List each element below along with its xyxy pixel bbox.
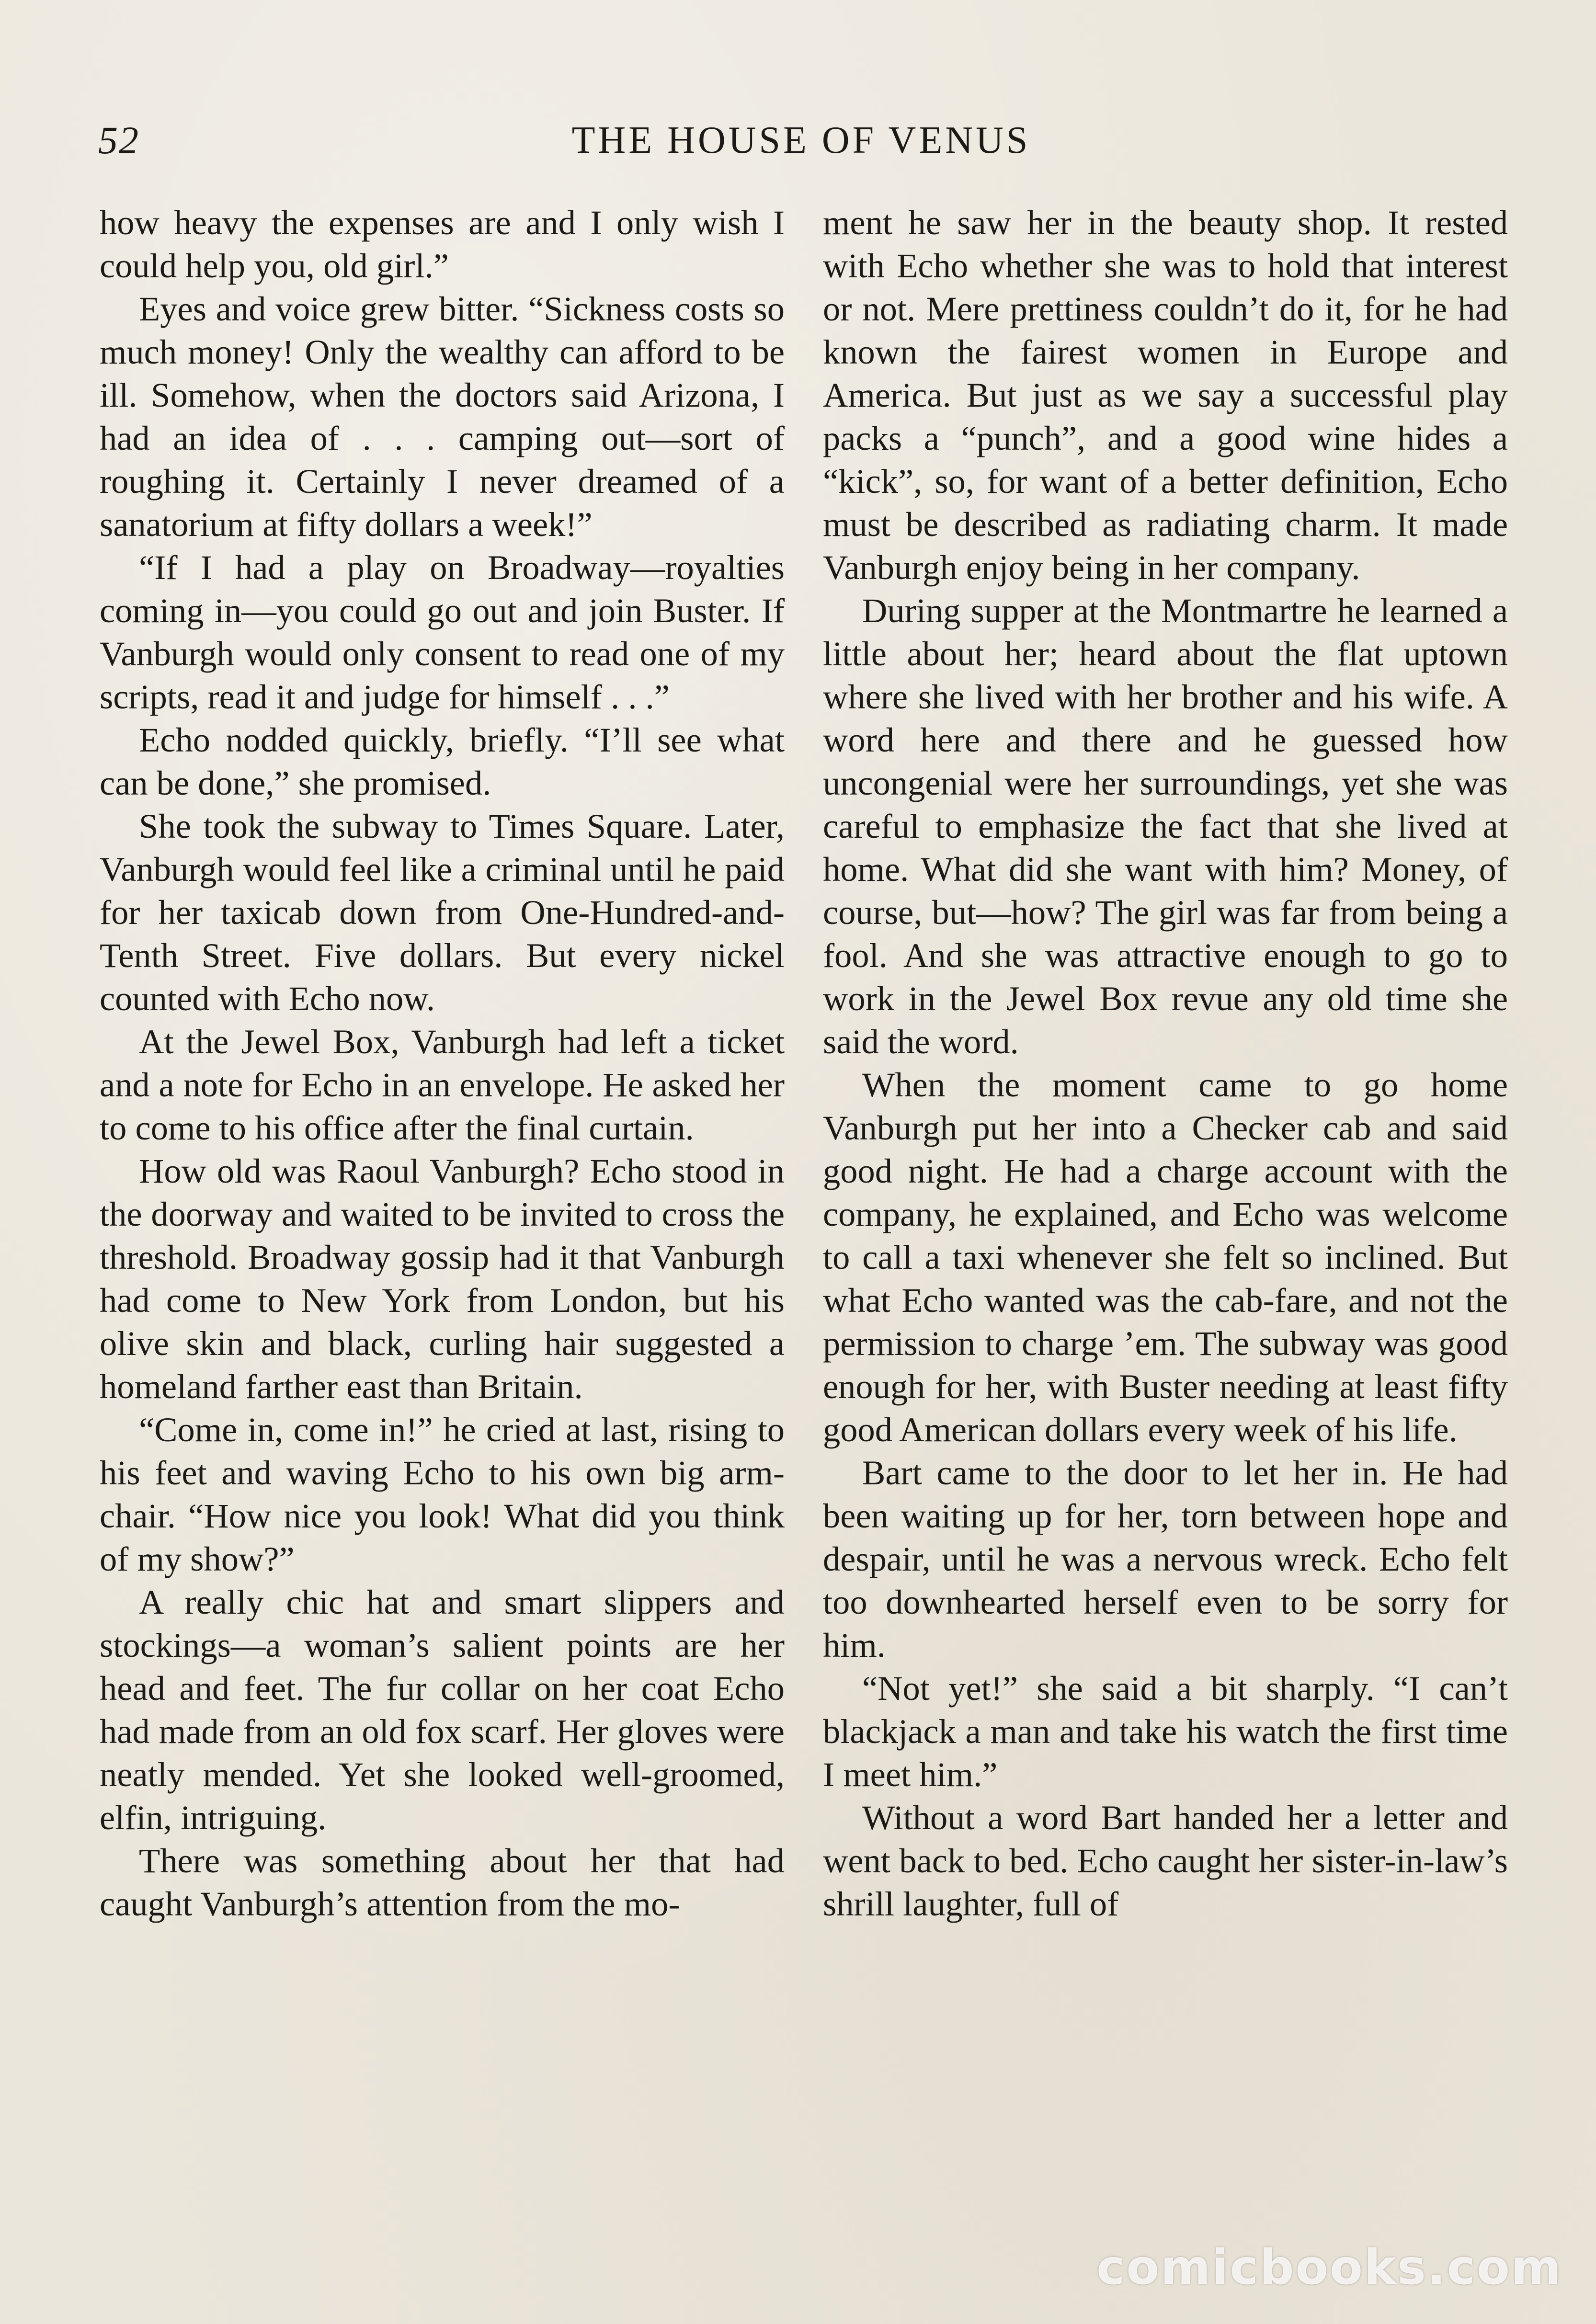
paragraph: “If I had a play on Broadway—royalties coming in—you could go out and join Buster. If Vanburgh would only consent to read one of my scripts, read it and judge for himself . . .” bbox=[100, 548, 785, 716]
paragraph: How old was Raoul Vanburgh? Echo stood in the doorway and waited to be invited to cross the threshold. Broadway gossip had it that Vanburgh had come to New York from London, but his olive skin and black, curling hair suggested a homeland farther east than Britain. bbox=[100, 1151, 785, 1406]
paragraph: “Not yet!” she said a bit sharply. “I can’t blackjack a man and take his watch the first time I meet him.” bbox=[823, 1669, 1508, 1794]
page-header bbox=[98, 114, 1504, 167]
paragraph: “Come in, come in!” he cried at last, rising to his feet and waving Echo to his own big arm-chair. “How nice you look! What did you think of my show?” bbox=[100, 1410, 785, 1578]
paragraph: A really chic hat and smart slippers and stockings—a woman’s salient points are her head and feet. The fur collar on her coat Echo had made from an old fox scarf. Her gloves were neatly mended. Yet she looked well-groomed, elfin, intriguing. bbox=[100, 1583, 785, 1837]
running-title: THE HOUSE OF VENUS bbox=[571, 119, 1031, 161]
watermark: comicbooks.com bbox=[1096, 2239, 1562, 2295]
paragraph: how heavy the expenses are and I only wish I could help you, old girl.” bbox=[100, 203, 785, 285]
paragraph: Bart came to the door to let her in. He had been waiting up for her, torn between hope and despair, until he was a nervous wreck. Echo felt too downhearted herself even to be sorry for him. bbox=[823, 1453, 1508, 1664]
paragraph: She took the subway to Times Square. Later, Vanburgh would feel like a criminal until he paid for her taxicab down from One-Hundred-and-Tenth Street. Five dollars. But every nickel counted with Echo now. bbox=[100, 807, 785, 1018]
left-column bbox=[100, 201, 785, 1925]
paragraph: Eyes and voice grew bitter. “Sickness costs so much money! Only the wealthy can afford to be ill. Somehow, when the doctors said Arizona, I had an idea of . . . camping out—sort of roughing it. Certainly I never dreamed of a sanatorium at fifty dollars a week!” bbox=[100, 289, 785, 544]
right-column bbox=[823, 201, 1508, 1925]
paragraph: During supper at the Montmartre he learned a little about her; heard about the flat uptown where she lived with her brother and his wife. A word here and there and he guessed how uncongenial were her surroundings, yet she was careful to emphasize the fact that she lived at home. What did she want with him? Money, of course, but—how? The girl was far from being a fool. And she was attractive enough to go to work in the Jewel Box revue any old time she said the word. bbox=[823, 591, 1508, 1061]
paragraph: Echo nodded quickly, briefly. “I’ll see what can be done,” she promised. bbox=[100, 720, 785, 802]
paragraph: When the moment came to go home Vanburgh put her into a Checker cab and said good night. He had a charge account with the company, he explained, and Echo was welcome to call a taxi whenever she felt so inclined. But what Echo wanted was the cab-fare, and not the permission to charge ’em. The subway was good enough for her, with Buster needing at least fifty good American dollars every week of his life. bbox=[823, 1065, 1508, 1449]
page-number: 52 bbox=[98, 118, 139, 162]
paragraph: At the Jewel Box, Vanburgh had left a ticket and a note for Echo in an envelope. He asked her to come to his office after the final curtain. bbox=[100, 1022, 785, 1147]
paragraph: Without a word Bart handed her a letter and went back to bed. Echo caught her sister-in-law’s shrill laughter, full of bbox=[823, 1798, 1508, 1923]
paragraph: There was something about her that had caught Vanburgh’s attention from the mo- bbox=[100, 1841, 785, 1923]
paragraph: ment he saw her in the beauty shop. It rested with Echo whether she was to hold that interest or not. Mere prettiness couldn’t do it, for he had known the fairest women in Europe and America. But just as we say a successful play packs a “punch”, and a good wine hides a “kick”, so, for want of a better definition, Echo must be described as radiating charm. It made Vanburgh enjoy being in her company. bbox=[823, 203, 1508, 587]
